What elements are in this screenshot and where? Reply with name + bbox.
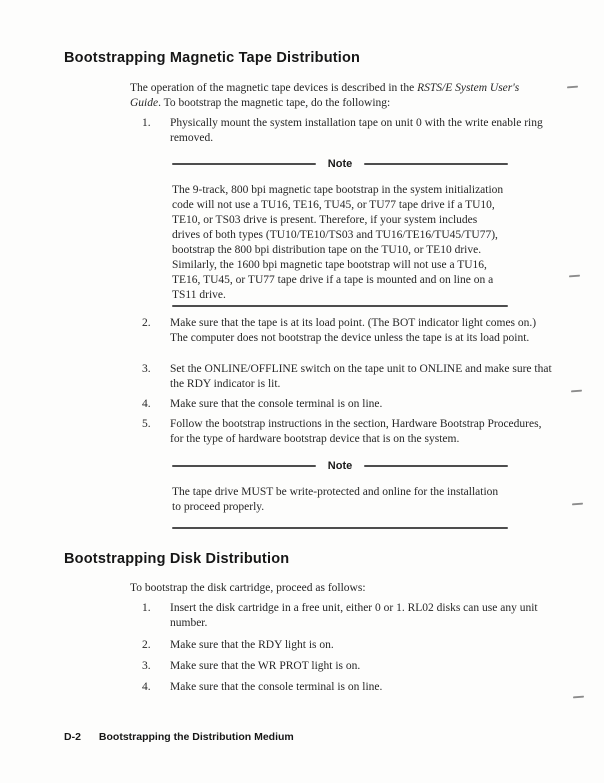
margin-tick-mark [569,275,580,278]
list-item-number: 4. [142,398,151,410]
list-item [142,680,552,695]
margin-tick-mark [571,390,582,393]
section-heading-magnetic-tape: Bootstrapping Magnetic Tape Distribution [64,50,361,66]
list-item-number: 1. [142,602,151,614]
list-item-text: Make sure that the WR PROT light is on. [170,660,361,672]
list-item [142,659,552,674]
note-rule-left [172,465,316,467]
intro-text-after: . To bootstrap the magnetic tape, do the following: [158,97,391,109]
list-item-text: Insert the disk cartridge in a free unit, either 0 or 1. RL02 disks can use any unit number. [170,602,538,629]
list-item-number: 3. [142,660,151,672]
list-item [142,601,552,631]
list-item-text: Follow the bootstrap instructions in the section, Hardware Bootstrap Procedures, for the type of hardware bootstrap device that is on the system. [170,418,542,445]
note-label: Note [327,157,353,170]
margin-tick-mark [573,696,584,699]
list-item-number: 1. [142,117,151,129]
list-item-text: Set the ONLINE/OFFLINE switch on the tape unit to ONLINE and make sure that the RDY indicator is lit. [170,363,552,390]
list-item [142,316,552,346]
margin-tick-mark [572,503,583,506]
note-header [172,459,508,472]
note-rule-bottom [172,527,508,529]
intro-book-title: RSTS/E System User's Guide [130,82,520,109]
note-header [172,157,508,170]
list-item [142,638,552,653]
list-item [142,116,552,146]
list-item-text: Physically mount the system installation tape on unit 0 with the write enable ring removed. [170,117,543,144]
list-item [142,397,552,412]
list-item-number: 5. [142,418,151,430]
footer-page-number: D-2 [64,731,81,743]
note-text: The 9-track, 800 bpi magnetic tape bootstrap in the system initialization code will not use a TU16, TE16, TU45, or TU77 tape drive if a TU10, TE10, or TS03 drive is present. Therefore, if your system includes drives of both types (TU10/TE10/TS03 and TU16/TE16/TU45/TU77), bootstrap the 800 bpi distribution tape on the TU10, or TE10 drive. Similarly, the 1600 bpi magnetic tape bootstrap will not use a TU16, TE16, TU45, or TU77 tape drive if a tape is mounted and on line on a TS11 drive. [172,184,504,301]
disk-intro-paragraph: To bootstrap the disk cartridge, proceed as follows: [130,582,366,594]
note-rule-right [364,465,508,467]
note-rule-right [364,163,508,165]
note-text: The tape drive MUST be write-protected and online for the installation to proceed properly. [172,486,499,513]
margin-tick-mark [567,86,578,89]
footer-running-title: Bootstrapping the Distribution Medium [98,731,294,743]
section-heading-disk: Bootstrapping Disk Distribution [64,551,290,567]
list-item-text: Make sure that the console terminal is on line. [170,398,383,410]
note-label: Note [327,459,353,472]
note-rule-left [172,163,316,165]
note-rule-bottom [172,305,508,307]
list-item-text: Make sure that the tape is at its load point. (The BOT indicator light comes on.) The computer does not bootstrap the device unless the tape is at its load point. [170,317,537,344]
list-item-number: 3. [142,363,151,375]
note-block [172,459,508,529]
list-item [142,362,552,392]
list-item-number: 4. [142,681,151,693]
tape-intro-paragraph [130,81,552,111]
list-item-text: Make sure that the console terminal is on line. [170,681,383,693]
list-item-number: 2. [142,317,151,329]
list-item-text: Make sure that the RDY light is on. [170,639,334,651]
list-item-number: 2. [142,639,151,651]
intro-text-before: The operation of the magnetic tape devices is described in the [130,82,418,94]
page-footer [64,731,294,743]
note-block [172,157,508,307]
list-item [142,417,552,447]
